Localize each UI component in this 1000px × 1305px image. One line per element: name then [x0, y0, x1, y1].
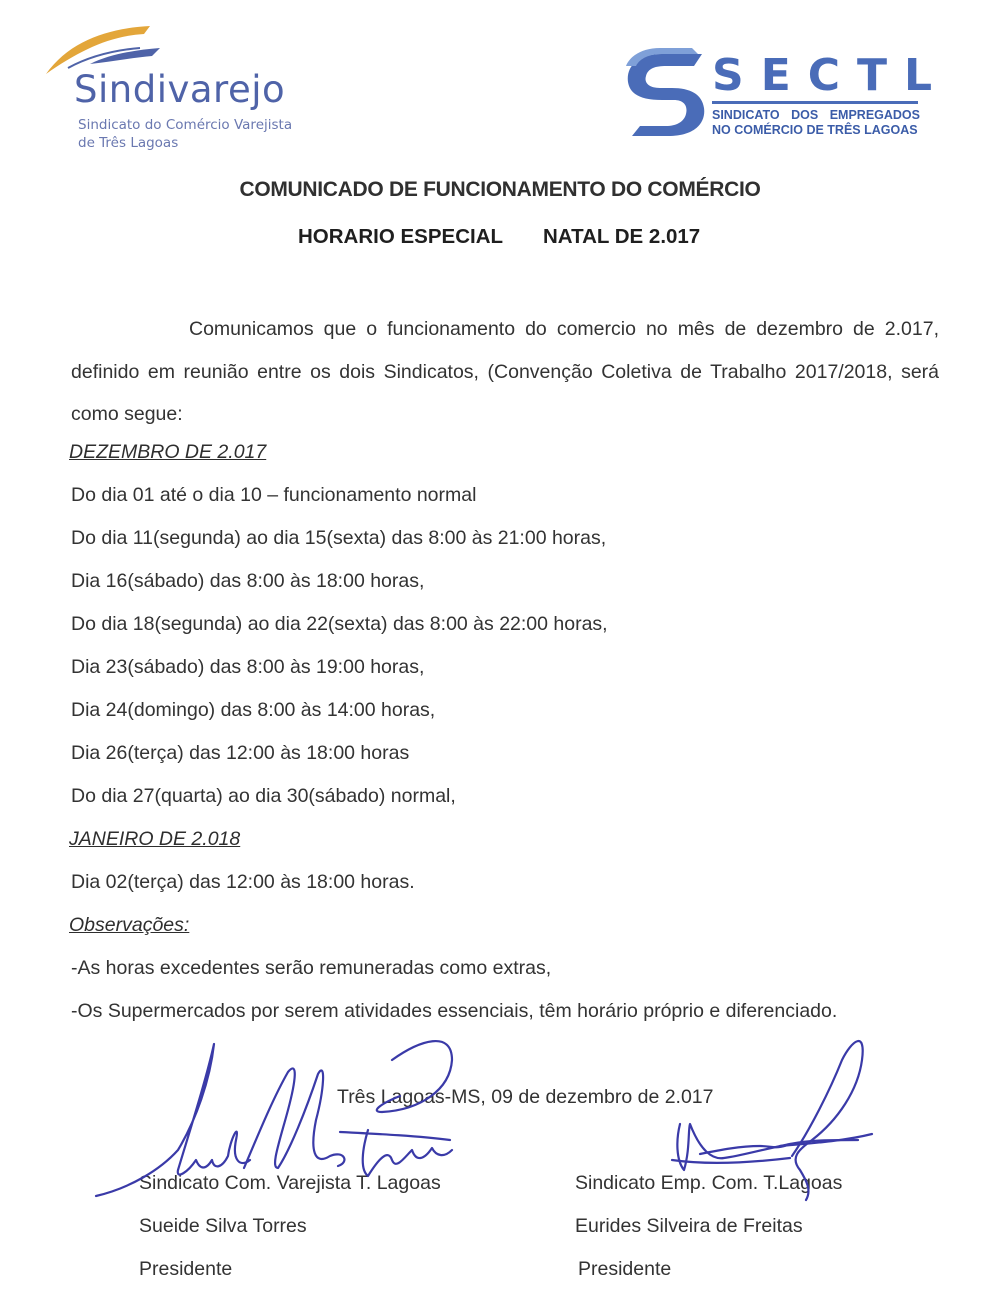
- signature-right-stroke: [780, 1134, 872, 1146]
- notes-heading: Observações:: [69, 914, 190, 936]
- note-line: -As horas excedentes serão remuneradas como extras,: [71, 957, 552, 979]
- sectl-logo-name: SECTL: [712, 50, 950, 101]
- schedule-line: Dia 26(terça) das 12:00 às 18:00 horas: [71, 742, 410, 764]
- signatory-name-right: Eurides Silveira de Freitas: [575, 1215, 803, 1237]
- schedule-line: Dia 23(sábado) das 8:00 às 19:00 horas,: [71, 656, 425, 678]
- schedule-line: Do dia 27(quarta) ao dia 30(sábado) normal,: [71, 785, 456, 807]
- sectl-logo-subtitle: SINDICATO DOS EMPREGADOS NO COMÉRCIO DE TRÊS LAGOAS: [712, 108, 920, 137]
- signature-left-stroke: [340, 1130, 452, 1176]
- schedule-line: Do dia 01 até o dia 10 – funcionamento normal: [71, 484, 477, 506]
- note-line: -Os Supermercados por serem atividades essenciais, têm horário próprio e diferenciado.: [71, 1000, 838, 1022]
- sectl-logo-divider: [712, 101, 918, 104]
- signatory-role-left: Presidente: [139, 1258, 233, 1280]
- signatory-org-left: Sindicato Com. Varejista T. Lagoas: [139, 1172, 441, 1194]
- schedule-line: Dia 24(domingo) das 8:00 às 14:00 horas,: [71, 699, 436, 721]
- document-title: COMUNICADO DE FUNCIONAMENTO DO COMÉRCIO: [239, 178, 761, 201]
- schedule-line: Dia 02(terça) das 12:00 às 18:00 horas.: [71, 871, 415, 893]
- document-subtitle-left: HORARIO ESPECIAL: [298, 225, 504, 248]
- january-heading: JANEIRO DE 2.018: [69, 828, 241, 850]
- sindivarejo-logo-subtitle: Sindicato do Comércio Varejista de Três Lagoas: [78, 117, 293, 151]
- sectl-s-emblem-icon: [622, 48, 708, 140]
- signature-left-stroke: [244, 1068, 344, 1168]
- intro-paragraph: Comunicamos que o funcionamento do comercio no mês de dezembro de 2.017, definido em reunião entre os dois Sindicatos, (Convenção Coletiva de Trabalho 2017/2018, será como segue:: [71, 318, 939, 425]
- signatory-role-right: Presidente: [578, 1258, 672, 1280]
- december-heading: DEZEMBRO DE 2.017: [69, 441, 267, 463]
- signatory-org-right: Sindicato Emp. Com. T.Lagoas: [575, 1172, 843, 1194]
- schedule-line: Do dia 11(segunda) ao dia 15(sexta) das 8:00 às 21:00 horas,: [71, 527, 607, 549]
- document-subtitle-right: NATAL DE 2.017: [543, 225, 701, 248]
- signature-right-stroke: [677, 1124, 858, 1170]
- sindivarejo-logo-name: Sindivarejo: [74, 68, 286, 111]
- place-date: Três Lagoas-MS, 09 de dezembro de 2.017: [337, 1086, 714, 1108]
- signatory-name-left: Sueide Silva Torres: [139, 1215, 307, 1237]
- schedule-line: Dia 16(sábado) das 8:00 às 18:00 horas,: [71, 570, 425, 592]
- signature-right-stroke: [672, 1144, 790, 1163]
- schedule-line: Do dia 18(segunda) ao dia 22(sexta) das 8:00 às 22:00 horas,: [71, 613, 608, 635]
